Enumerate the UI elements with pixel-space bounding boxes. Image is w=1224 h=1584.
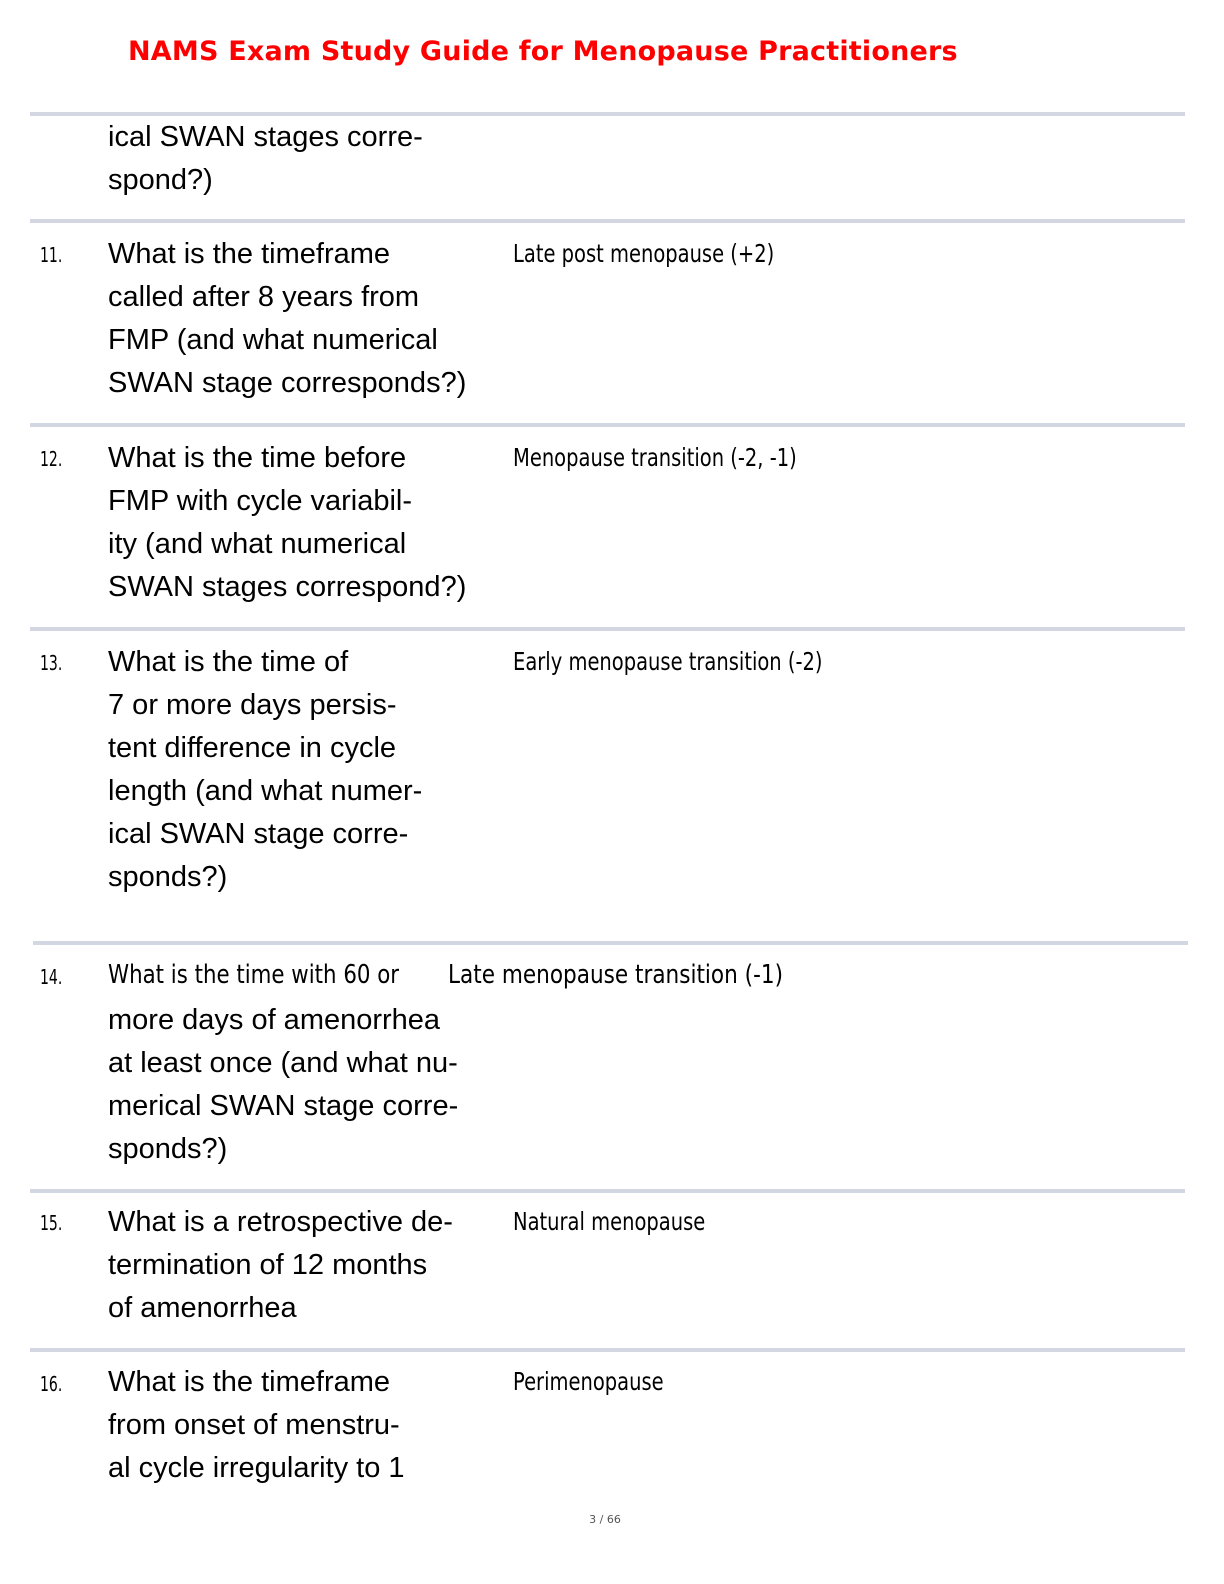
divider <box>30 1348 1185 1352</box>
card-number: 12. <box>40 447 63 471</box>
answer-text: Natural menopause <box>513 1207 706 1236</box>
answer-text: Menopause transition (-2, -1) <box>513 443 797 472</box>
question-text: What is the time of 7 or more days persis- tent difference in cycle length (and what numer- ical SWAN stage corre- sponds?) <box>108 646 423 893</box>
question-text-first-line: What is the time with 60 or <box>108 960 400 990</box>
answer-text: Late menopause transition (-1) <box>448 960 784 990</box>
question-text: What is a retrospective de- termination of 12 months of amenorrhea <box>108 1206 453 1324</box>
card-number: 13. <box>40 651 63 675</box>
question-text: What is the time before FMP with cycle variabil- ity (and what numerical SWAN stages correspond?) <box>108 442 467 603</box>
divider <box>33 941 1188 945</box>
divider <box>30 627 1185 631</box>
page-title: NAMS Exam Study Guide for Menopause Practitioners <box>128 36 958 67</box>
answer-text: Perimenopause <box>513 1367 664 1396</box>
divider <box>30 423 1185 427</box>
card-number: 15. <box>40 1211 63 1235</box>
question-text: What is the timeframe called after 8 years from FMP (and what numerical SWAN stage corresponds?) <box>108 238 467 399</box>
question-text: ical SWAN stages corre- spond?) <box>108 121 423 196</box>
card-number: 11. <box>40 243 63 267</box>
page-number-text: 3 / 66 <box>589 1513 621 1526</box>
page-number <box>0 1513 1224 1526</box>
answer-text: Late post menopause (+2) <box>513 239 775 268</box>
question-text: What is the timeframe from onset of menstru- al cycle irregularity to 1 <box>108 1366 405 1484</box>
divider <box>30 219 1185 223</box>
card-number: 16. <box>40 1372 63 1396</box>
divider <box>30 1189 1185 1193</box>
answer-text: Early menopause transition (-2) <box>513 647 823 676</box>
question-text: more days of amenorrhea at least once (and what nu- merical SWAN stage corre- sponds?) <box>108 1004 459 1165</box>
card-number: 14. <box>40 965 63 989</box>
